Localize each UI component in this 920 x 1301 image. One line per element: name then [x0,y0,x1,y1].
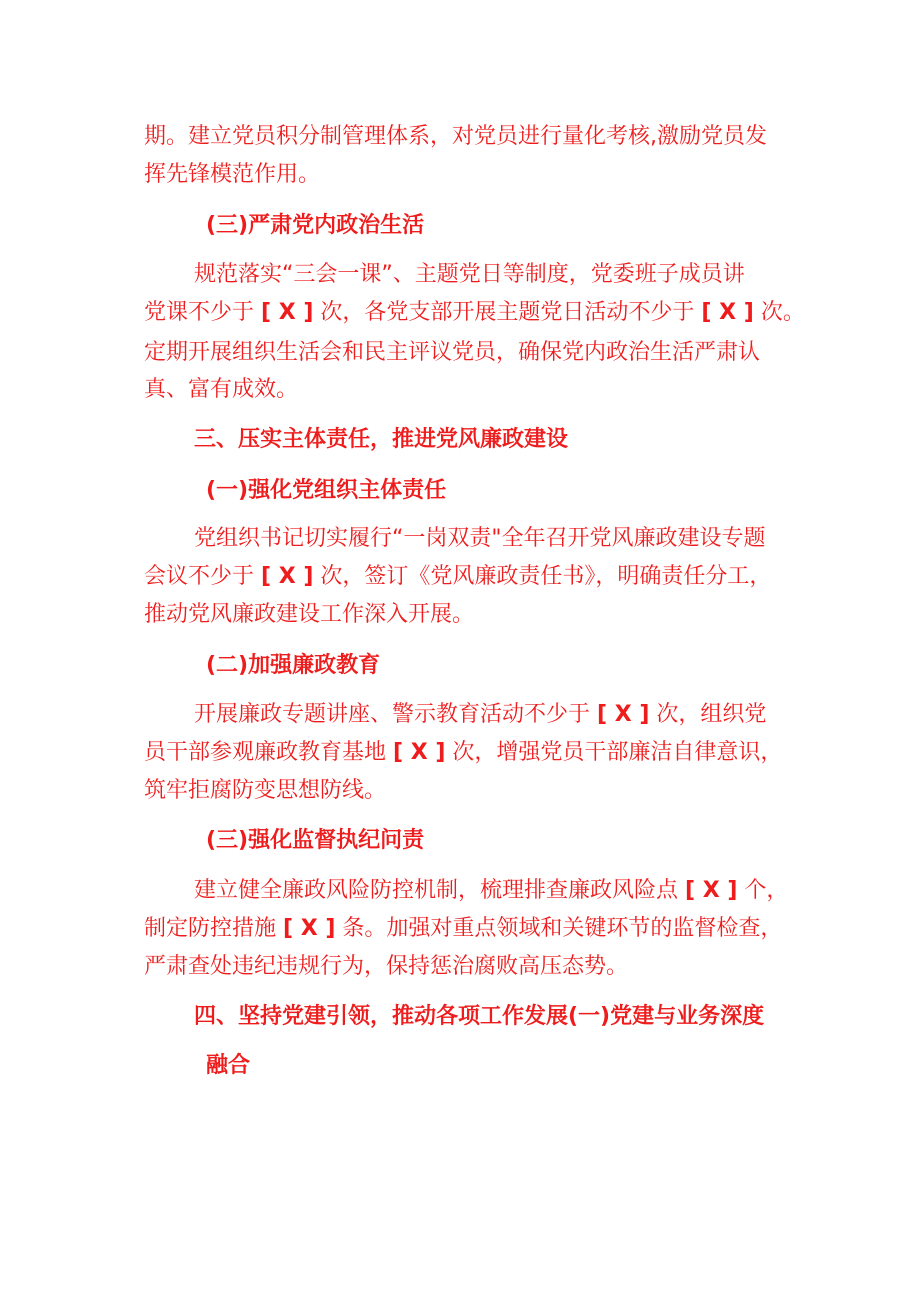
placeholder-mark: [ X ] [597,702,650,727]
paragraph-line [144,562,771,592]
paragraph-line: 规范落实“三会一课”、主题党日等制度，党委班子成员讲 [194,262,745,287]
paragraph-line [194,700,766,730]
paragraph-line: 推动党风廉政建设工作深入开展。 [144,602,475,627]
paragraph-line: 严肃查处违纪违规行为，保持惩治腐败高压态势。 [144,954,629,979]
paragraph-line: 真、富有成效。 [144,377,299,402]
placeholder-mark: [ X ] [685,878,738,903]
placeholder-mark: [ X ] [283,916,336,941]
text-run: 次，签订《党风廉政责任书》，明确责任分工， [320,564,772,589]
paragraph-line: 挥先锋模范作用。 [144,162,321,187]
text-run: 制定防控措施 [144,916,277,941]
paragraph-line: 党组织书记切实履行“一岗双责"全年召开党风廉政建设专题 [194,526,766,551]
paragraph-line [144,738,782,768]
paragraph-line: 期。建立党员积分制管理体系，对党员进行量化考核,激励党员发 [144,124,767,149]
paragraph-line [144,914,782,944]
text-run: 党课不少于 [144,300,255,325]
text-run: 开展廉政专题讲座、警示教育活动不少于 [194,702,591,727]
section-heading-continuation: 融合 [206,1053,251,1078]
section-subheading: (三)强化监督执纪问责 [206,828,425,853]
text-run: 次，组织党 [656,702,767,727]
paragraph-line [144,298,805,328]
text-run: 员干部参观廉政教育基地 [144,740,387,765]
section-subheading: (二)加强廉政教育 [206,653,381,678]
paragraph-line: 筑牢拒腐防变思想防线。 [144,778,387,803]
section-heading: 三、压实主体责任，推进党风廉政建设 [194,427,569,452]
paragraph-line [194,876,788,906]
text-run: 会议不少于 [144,564,255,589]
section-subheading: (一)强化党组织主体责任 [206,478,447,503]
section-heading: 四、坚持党建引领，推动各项工作发展(一)党建与业务深度 [194,1004,765,1029]
text-run: 次，增强党员干部廉洁自律意识， [452,740,783,765]
placeholder-mark: [ X ] [261,564,314,589]
paragraph-line: 定期开展组织生活会和民主评议党员，确保党内政治生活严肃认 [144,340,761,365]
section-subheading: (三)严肃党内政治生活 [206,213,425,238]
text-run: 条。加强对重点领域和关键环节的监督检查， [342,916,783,941]
placeholder-mark: [ X ] [701,300,754,325]
text-run: 个， [744,878,789,903]
placeholder-mark: [ X ] [393,740,446,765]
text-run: 次。 [760,300,805,325]
text-run: 次，各党支部开展主题党日活动不少于 [320,300,695,325]
text-run: 建立健全廉政风险防控机制，梳理排查廉政风险点 [194,878,679,903]
placeholder-mark: [ X ] [261,300,314,325]
